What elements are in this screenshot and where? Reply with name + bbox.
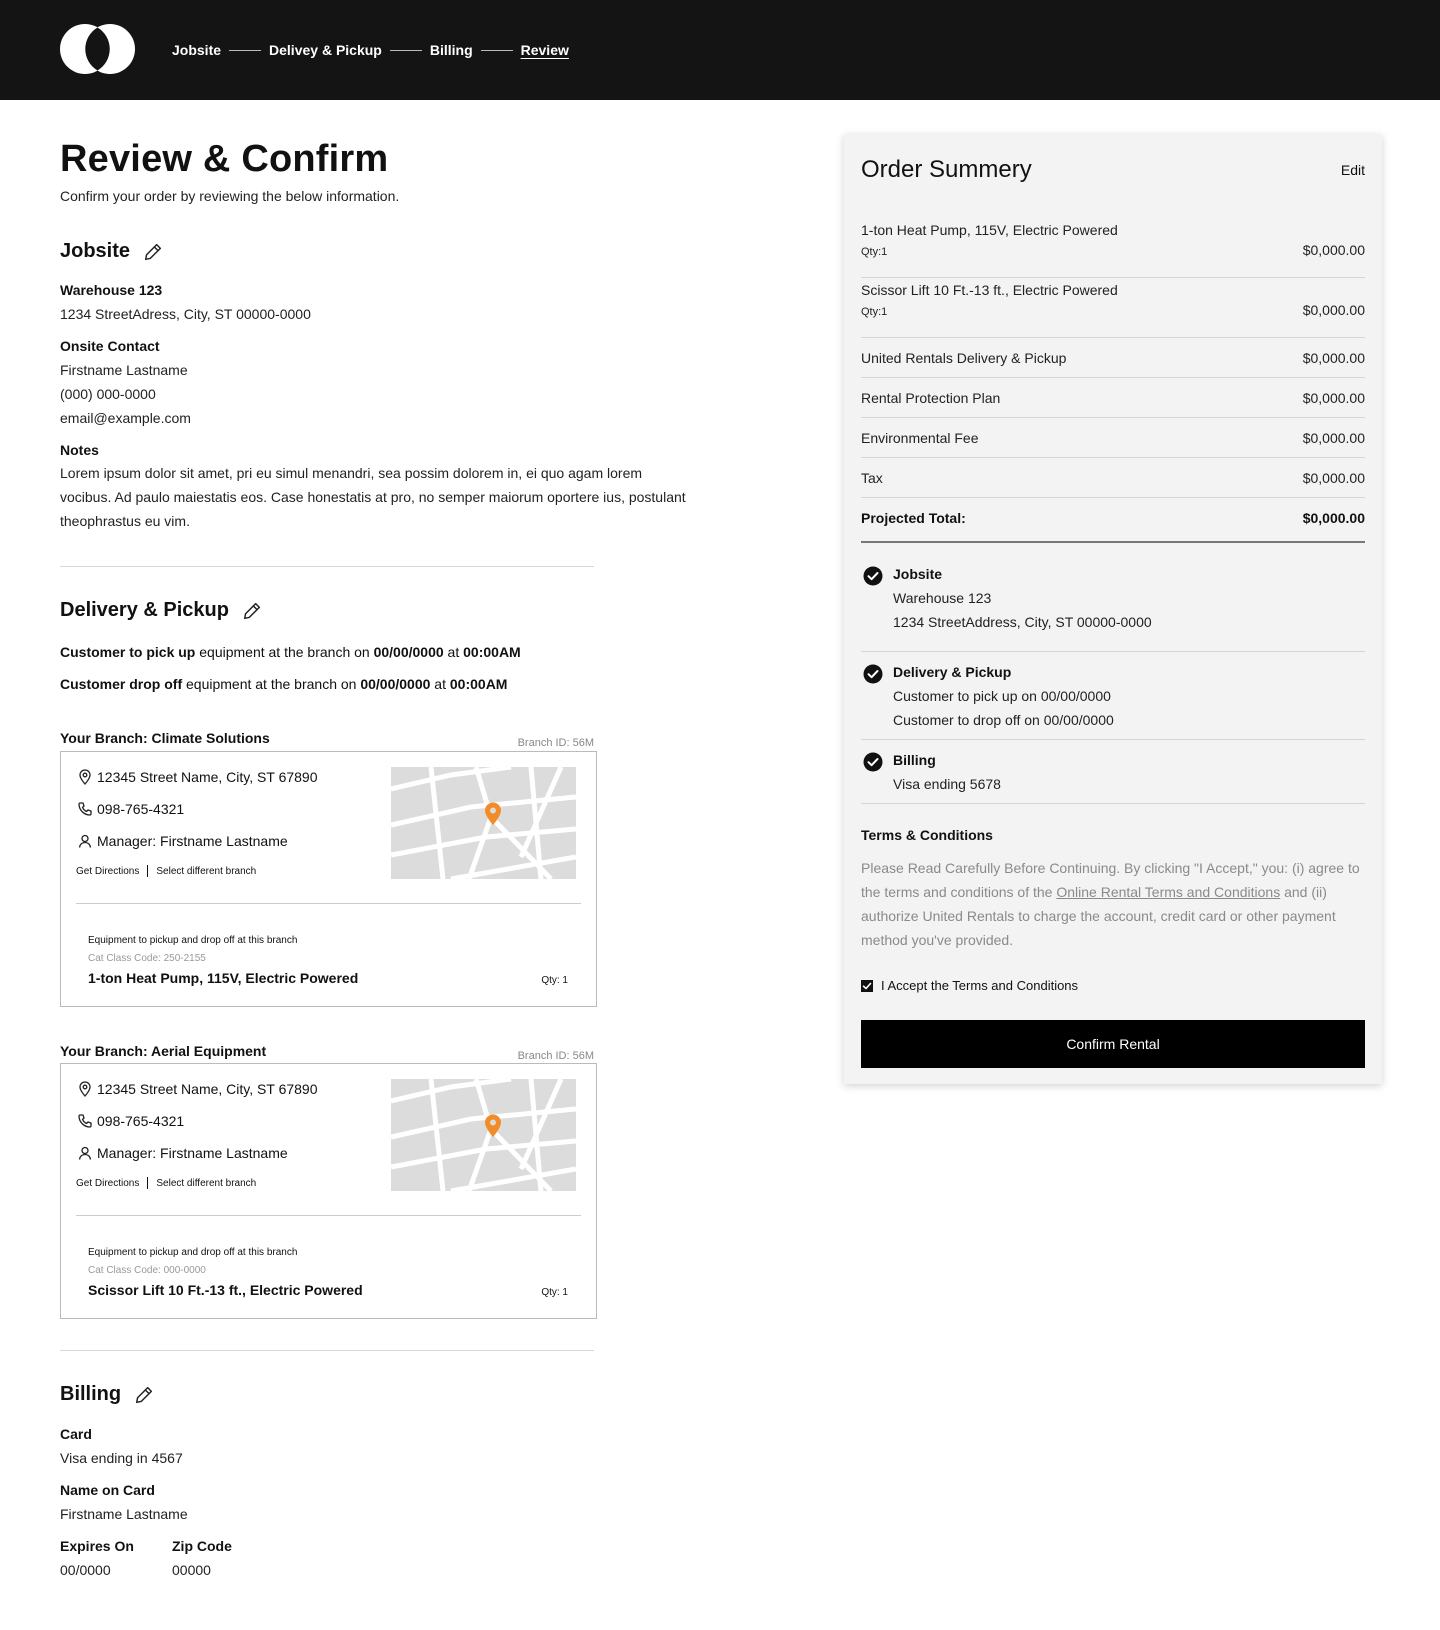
delivery-section-title [60, 599, 263, 622]
card-divider [76, 1215, 581, 1216]
step-jobsite[interactable]: Jobsite [172, 42, 222, 58]
card-label: Card [60, 1426, 92, 1442]
terms-text [861, 856, 1365, 952]
phone-icon [77, 801, 93, 817]
item-qty: Qty:1 [861, 246, 888, 258]
notes-label: Notes [60, 442, 99, 458]
branch-links [76, 865, 256, 877]
cat-class-code: Cat Class Code: 000-0000 [88, 1265, 206, 1276]
branch-card [60, 751, 597, 1007]
checkbox-icon[interactable] [861, 980, 873, 992]
equipment-note: Equipment to pickup and drop off at this branch [88, 1247, 298, 1258]
dropoff-middle: equipment at the branch on [182, 676, 361, 692]
brand-logo[interactable] [60, 24, 135, 74]
branch-links [76, 1177, 256, 1189]
summary-item-row [861, 278, 1365, 338]
equipment-name: Scissor Lift 10 Ft.-13 ft., Electric Powered [88, 1282, 363, 1298]
branch-phone [77, 801, 184, 817]
terms-link[interactable]: Online Rental Terms and Conditions [1056, 884, 1281, 900]
branch-address [77, 769, 318, 785]
branch-manager-text: Manager: Firstname Lastname [97, 833, 288, 849]
location-pin-icon [77, 1081, 93, 1097]
equipment-qty: Qty: 1 [541, 1287, 568, 1298]
zip-label: Zip Code [172, 1538, 232, 1554]
select-branch-link[interactable]: Select different branch [156, 1177, 257, 1189]
pickup-at: at [443, 644, 464, 660]
billing-heading: Billing [60, 1383, 122, 1405]
fee-price: $0,000.00 [1302, 350, 1365, 366]
jobsite-address: 1234 StreetAdress, City, ST 00000-0000 [60, 306, 311, 322]
progress-steps [172, 40, 569, 60]
branch-phone [77, 1113, 184, 1129]
fee-price: $0,000.00 [1302, 430, 1365, 446]
confirm-rental-button[interactable]: Confirm Rental [861, 1020, 1365, 1068]
pickup-date: 00/00/0000 [373, 644, 444, 660]
branch-title: Your Branch: Aerial Equipment [60, 1043, 267, 1059]
pencil-icon[interactable] [133, 1384, 155, 1406]
check-line: Warehouse 123 [893, 590, 992, 606]
summary-divider [861, 541, 1365, 543]
jobsite-section-title [60, 240, 164, 263]
section-divider [60, 1350, 594, 1351]
top-header [0, 0, 1440, 100]
accept-label: I Accept the Terms and Conditions [881, 978, 1079, 993]
onsite-contact-label: Onsite Contact [60, 338, 160, 354]
check-line: 1234 StreetAddress, City, ST 00000-0000 [893, 614, 1152, 630]
dropoff-date: 00/00/0000 [360, 676, 431, 692]
dropoff-strong: Customer drop off [60, 676, 183, 692]
pencil-icon[interactable] [142, 241, 164, 263]
branch-manager-text: Manager: Firstname Lastname [97, 1145, 288, 1161]
equipment-qty: Qty: 1 [541, 975, 568, 986]
check-title: Delivery & Pickup [893, 664, 1012, 680]
user-icon [77, 1145, 93, 1161]
dropoff-schedule [60, 676, 507, 692]
check-line: Customer to drop off on 00/00/0000 [893, 712, 1114, 728]
fee-name: Environmental Fee [861, 430, 979, 446]
summary-fee-row [861, 378, 1365, 418]
order-summary-panel [844, 134, 1382, 1084]
step-connector [390, 50, 422, 51]
fee-price: $0,000.00 [1302, 470, 1365, 486]
location-pin-icon [77, 769, 93, 785]
step-delivery[interactable]: Delivey & Pickup [269, 42, 382, 58]
get-directions-link[interactable]: Get Directions [76, 865, 140, 877]
branch-phone-text[interactable]: 098-765-4321 [97, 1113, 185, 1129]
equipment-note: Equipment to pickup and drop off at this branch [88, 935, 298, 946]
summary-fee-row [861, 458, 1365, 498]
fee-name: United Rentals Delivery & Pickup [861, 350, 1067, 366]
notes-text: Lorem ipsum dolor sit amet, pri eu simul menandri, sea possim dolorem in, ei quo agam lorem vocibus. Ad paulo maiestatis eos. Case honestatis at pro, no semper maiorum oportere ius, postulant theophrastus eu vim. [60, 465, 686, 529]
jobsite-heading: Jobsite [60, 240, 131, 262]
equipment-name: 1-ton Heat Pump, 115V, Electric Powered [88, 970, 359, 986]
summary-delivery-check [861, 652, 1365, 740]
check-circle-icon [863, 566, 883, 586]
branch-map[interactable] [391, 767, 576, 879]
delivery-heading: Delivery & Pickup [60, 599, 229, 621]
fee-price: $0,000.00 [1302, 390, 1365, 406]
branch-address-text: 12345 Street Name, City, ST 67890 [97, 1081, 318, 1097]
link-separator [147, 865, 148, 877]
total-price: $0,000.00 [1302, 510, 1365, 526]
select-branch-link[interactable]: Select different branch [156, 865, 257, 877]
branch-phone-text[interactable]: 098-765-4321 [97, 801, 185, 817]
pencil-icon[interactable] [241, 600, 263, 622]
user-icon [77, 833, 93, 849]
branch-card [60, 1063, 597, 1319]
branch-id: Branch ID: 56M [517, 737, 594, 749]
summary-fee-row [861, 418, 1365, 458]
branch-address-text: 12345 Street Name, City, ST 67890 [97, 769, 318, 785]
branch-map[interactable] [391, 1079, 576, 1191]
card-value: Visa ending in 4567 [60, 1450, 183, 1466]
step-review[interactable]: Review [520, 42, 569, 58]
pickup-middle: equipment at the branch on [195, 644, 374, 660]
dropoff-time: 00:00AM [449, 676, 508, 692]
summary-total-row [861, 498, 1365, 538]
expires-value: 00/0000 [60, 1562, 111, 1578]
branch-manager [77, 833, 288, 849]
cat-class-code: Cat Class Code: 250-2155 [88, 953, 206, 964]
contact-phone: (000) 000-0000 [60, 386, 156, 402]
summary-billing-check [861, 740, 1365, 804]
expires-label: Expires On [60, 1538, 134, 1554]
check-line: Visa ending 5678 [893, 776, 1001, 792]
page-title: Review & Confirm [60, 138, 389, 180]
step-connector [481, 50, 513, 51]
pickup-strong: Customer to pick up [60, 644, 196, 660]
summary-edit-link[interactable]: Edit [1340, 162, 1365, 178]
name-on-card-value: Firstname Lastname [60, 1506, 188, 1522]
check-title: Billing [893, 752, 936, 768]
contact-email: email@example.com [60, 410, 191, 426]
summary-jobsite-check [861, 564, 1365, 652]
jobsite-location-name: Warehouse 123 [60, 282, 163, 298]
link-separator [147, 1177, 148, 1189]
phone-icon [77, 1113, 93, 1129]
step-connector [229, 50, 261, 51]
contact-name: Firstname Lastname [60, 362, 188, 378]
summary-fee-row [861, 338, 1365, 378]
order-summary-title: Order Summery [861, 156, 1032, 183]
step-billing[interactable]: Billing [429, 42, 473, 58]
pickup-time: 00:00AM [463, 644, 521, 660]
fee-name: Rental Protection Plan [861, 390, 1001, 406]
item-price: $0,000.00 [1302, 242, 1365, 258]
check-title: Jobsite [893, 566, 943, 582]
branch-id: Branch ID: 56M [517, 1050, 594, 1062]
card-divider [76, 903, 581, 904]
branch-title: Your Branch: Climate Solutions [60, 730, 270, 746]
check-line: Customer to pick up on 00/00/0000 [893, 688, 1111, 704]
terms-title: Terms & Conditions [861, 827, 993, 843]
terms-post: and (ii) authorize United Rentals to charge the account, credit card or other payment method you've provided. [861, 884, 1336, 948]
page-subtitle: Confirm your order by reviewing the below information. [60, 188, 400, 204]
item-qty: Qty:1 [861, 306, 888, 318]
dropoff-at: at [430, 676, 450, 692]
item-name: Scissor Lift 10 Ft.-13 ft., Electric Powered [861, 282, 1118, 298]
item-price: $0,000.00 [1302, 302, 1365, 318]
check-circle-icon [863, 752, 883, 772]
branch-manager [77, 1145, 288, 1161]
total-label: Projected Total: [861, 510, 966, 526]
terms-pre: Please Read Carefully Before Continuing. By clicking "I Accept," you: (i) agree to the terms and conditions of the [861, 860, 1360, 900]
item-name: 1-ton Heat Pump, 115V, Electric Powered [861, 222, 1118, 238]
summary-item-row [861, 218, 1365, 278]
name-on-card-label: Name on Card [60, 1482, 155, 1498]
fee-name: Tax [861, 470, 883, 486]
branch-address [77, 1081, 318, 1097]
get-directions-link[interactable]: Get Directions [76, 1177, 140, 1189]
zip-value: 00000 [172, 1562, 211, 1578]
billing-section-title [60, 1383, 155, 1406]
pickup-schedule [60, 644, 521, 660]
section-divider [60, 566, 594, 567]
check-circle-icon [863, 664, 883, 684]
accept-terms-checkbox[interactable] [861, 978, 1078, 993]
